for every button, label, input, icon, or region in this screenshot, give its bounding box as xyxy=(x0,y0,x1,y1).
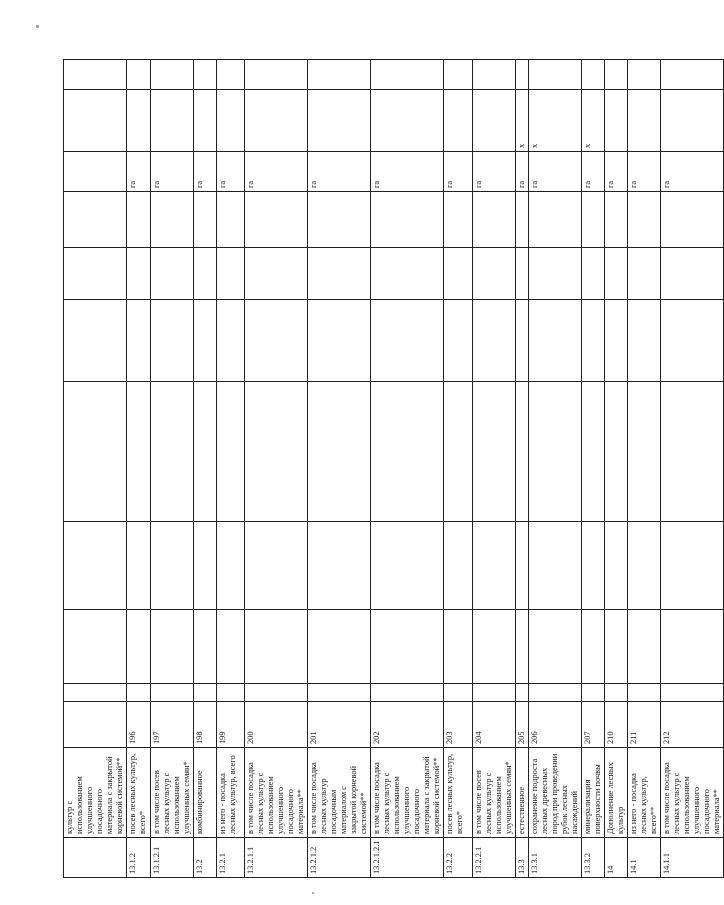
row-mark: x xyxy=(582,90,605,152)
row-unit: га xyxy=(217,152,245,192)
row-unit: га xyxy=(529,152,582,192)
empty-cell xyxy=(473,522,516,610)
empty-cell xyxy=(444,192,473,248)
row-code: 13.2.2.1 xyxy=(473,838,516,878)
empty-cell xyxy=(151,522,194,610)
empty-cell xyxy=(628,382,661,522)
table-row xyxy=(127,60,151,878)
empty-cell xyxy=(444,610,473,684)
empty-cell xyxy=(661,192,724,248)
empty-cell xyxy=(661,60,724,90)
row-code: 14.1.1 xyxy=(661,838,724,878)
empty-cell xyxy=(371,192,444,248)
empty-cell xyxy=(529,60,582,90)
empty-cell xyxy=(245,684,308,702)
row-unit xyxy=(64,152,127,192)
empty-cell xyxy=(308,610,371,684)
empty-cell xyxy=(194,300,217,382)
empty-cell xyxy=(308,300,371,382)
empty-cell xyxy=(473,192,516,248)
row-name: в том числе посадка лесных культур с использованием улучшенного посадочного материала** xyxy=(245,748,308,838)
empty-cell xyxy=(529,610,582,684)
empty-cell xyxy=(245,248,308,300)
empty-cell xyxy=(605,610,628,684)
row-mark: x xyxy=(529,90,582,152)
empty-cell xyxy=(605,382,628,522)
empty-cell xyxy=(64,522,127,610)
empty-cell xyxy=(516,610,529,684)
empty-cell xyxy=(127,382,151,522)
row-number: 198 xyxy=(194,702,217,748)
row-number: 196 xyxy=(127,702,151,748)
row-name: посев лесных культур, всего* xyxy=(444,748,473,838)
empty-cell xyxy=(245,300,308,382)
empty-cell xyxy=(217,60,245,90)
empty-cell xyxy=(194,248,217,300)
row-code: 13.1.2 xyxy=(127,838,151,878)
empty-cell xyxy=(628,684,661,702)
row-number: 197 xyxy=(151,702,194,748)
row-number: 210 xyxy=(605,702,628,748)
row-mark xyxy=(444,90,473,152)
row-code: 13.2.1.1 xyxy=(245,838,308,878)
empty-cell xyxy=(516,248,529,300)
empty-cell xyxy=(245,610,308,684)
empty-cell xyxy=(661,610,724,684)
row-code: 13.3.2 xyxy=(582,838,605,878)
empty-cell xyxy=(151,610,194,684)
row-code: 13.3 xyxy=(516,838,529,878)
row-mark xyxy=(661,90,724,152)
empty-cell xyxy=(529,382,582,522)
row-mark xyxy=(151,90,194,152)
empty-cell xyxy=(582,610,605,684)
empty-cell xyxy=(308,382,371,522)
row-mark xyxy=(473,90,516,152)
row-name: из него - посадка лесных культур, всего** xyxy=(628,748,661,838)
row-mark: x xyxy=(516,90,529,152)
table-row xyxy=(628,60,661,878)
empty-cell xyxy=(628,192,661,248)
table-row xyxy=(194,60,217,878)
empty-cell xyxy=(582,192,605,248)
row-number: 204 xyxy=(473,702,516,748)
row-mark xyxy=(64,90,127,152)
row-number: 206 xyxy=(529,702,582,748)
row-mark xyxy=(217,90,245,152)
empty-cell xyxy=(194,192,217,248)
empty-cell xyxy=(127,684,151,702)
table-row xyxy=(582,60,605,878)
row-name: в том числе посадка лесных культур посадочным материалом с закрытой корневой системой** xyxy=(308,748,371,838)
empty-cell xyxy=(194,610,217,684)
empty-cell xyxy=(194,522,217,610)
empty-cell xyxy=(628,300,661,382)
empty-cell xyxy=(516,192,529,248)
empty-cell xyxy=(444,684,473,702)
empty-cell xyxy=(582,60,605,90)
row-unit: га xyxy=(308,152,371,192)
empty-cell xyxy=(444,522,473,610)
empty-cell xyxy=(371,522,444,610)
empty-cell xyxy=(605,522,628,610)
row-unit: га xyxy=(245,152,308,192)
row-number: 207 xyxy=(582,702,605,748)
empty-cell xyxy=(582,382,605,522)
row-mark xyxy=(245,90,308,152)
empty-cell xyxy=(151,684,194,702)
row-code: 13.2.1 xyxy=(217,838,245,878)
empty-cell xyxy=(582,300,605,382)
empty-cell xyxy=(516,684,529,702)
row-unit: га xyxy=(151,152,194,192)
empty-cell xyxy=(444,382,473,522)
row-mark xyxy=(371,90,444,152)
empty-cell xyxy=(217,248,245,300)
empty-cell xyxy=(127,300,151,382)
empty-cell xyxy=(217,382,245,522)
row-name: Дополнение лесных культур xyxy=(605,748,628,838)
empty-cell xyxy=(64,192,127,248)
empty-cell xyxy=(371,60,444,90)
row-mark xyxy=(194,90,217,152)
empty-cell xyxy=(529,522,582,610)
table-row xyxy=(308,60,371,878)
empty-cell xyxy=(628,60,661,90)
empty-cell xyxy=(661,248,724,300)
empty-cell xyxy=(64,60,127,90)
empty-cell xyxy=(127,248,151,300)
row-code: 13.2 xyxy=(194,838,217,878)
empty-cell xyxy=(308,522,371,610)
empty-cell xyxy=(628,610,661,684)
row-mark xyxy=(605,90,628,152)
row-number: 205 xyxy=(516,702,529,748)
row-number: 199 xyxy=(217,702,245,748)
empty-cell xyxy=(151,300,194,382)
row-name: в том числе посадка лесных культур с использованием улучшенного посадочного материала с закрытой корневой системой** xyxy=(371,748,444,838)
empty-cell xyxy=(371,382,444,522)
row-unit: га xyxy=(473,152,516,192)
empty-cell xyxy=(217,192,245,248)
empty-cell xyxy=(661,522,724,610)
empty-cell xyxy=(151,382,194,522)
row-unit: га xyxy=(605,152,628,192)
empty-cell xyxy=(217,610,245,684)
row-code: 14 xyxy=(605,838,628,878)
empty-cell xyxy=(308,248,371,300)
empty-cell xyxy=(127,522,151,610)
empty-cell xyxy=(628,522,661,610)
empty-cell xyxy=(582,684,605,702)
row-unit: га xyxy=(194,152,217,192)
scan-speck xyxy=(36,25,39,28)
empty-cell xyxy=(64,248,127,300)
empty-cell xyxy=(151,192,194,248)
empty-cell xyxy=(245,192,308,248)
row-name: в том числе посадка лесных культур с использованием улучшенного посадочного материала** xyxy=(661,748,724,838)
empty-cell xyxy=(529,684,582,702)
empty-cell xyxy=(308,60,371,90)
empty-cell xyxy=(444,60,473,90)
empty-cell xyxy=(605,192,628,248)
empty-cell xyxy=(582,522,605,610)
empty-cell xyxy=(473,382,516,522)
row-unit: га xyxy=(127,152,151,192)
table-row xyxy=(64,60,127,878)
row-name: сохранение подроста лесных древесных пород при проведении рубок лесных насаждений xyxy=(529,748,582,838)
row-code xyxy=(64,838,127,878)
empty-cell xyxy=(217,684,245,702)
table-row xyxy=(151,60,194,878)
row-name: культур с использованием улучшенного посадочного материала с закрытой корневой системой** xyxy=(64,748,127,838)
empty-cell xyxy=(582,248,605,300)
row-mark xyxy=(127,90,151,152)
empty-cell xyxy=(444,300,473,382)
table-row xyxy=(516,60,529,878)
empty-cell xyxy=(371,248,444,300)
empty-cell xyxy=(473,60,516,90)
row-code: 13.1.2.1 xyxy=(151,838,194,878)
row-code: 13.2.1.2 xyxy=(308,838,371,878)
row-code: 13.2.1.2.1 xyxy=(371,838,444,878)
table-row xyxy=(529,60,582,878)
empty-cell xyxy=(529,300,582,382)
empty-cell xyxy=(444,248,473,300)
empty-cell xyxy=(64,610,127,684)
empty-cell xyxy=(245,60,308,90)
scan-speck xyxy=(312,892,314,894)
row-name: естественное xyxy=(516,748,529,838)
table-row xyxy=(605,60,628,878)
empty-cell xyxy=(516,382,529,522)
empty-cell xyxy=(127,192,151,248)
empty-cell xyxy=(194,684,217,702)
row-code: 13.3.1 xyxy=(529,838,582,878)
table-row xyxy=(245,60,308,878)
empty-cell xyxy=(217,300,245,382)
empty-cell xyxy=(516,300,529,382)
empty-cell xyxy=(605,60,628,90)
table-row xyxy=(217,60,245,878)
empty-cell xyxy=(473,300,516,382)
empty-cell xyxy=(194,60,217,90)
empty-cell xyxy=(661,382,724,522)
table-row xyxy=(473,60,516,878)
row-number: 200 xyxy=(245,702,308,748)
row-name: в том числе посев лесных культур с использованием улучшенных семян* xyxy=(473,748,516,838)
empty-cell xyxy=(194,382,217,522)
empty-cell xyxy=(151,248,194,300)
row-name: в том числе посев лесных культур с использованием улучшенных семян* xyxy=(151,748,194,838)
empty-cell xyxy=(371,300,444,382)
empty-cell xyxy=(628,248,661,300)
empty-cell xyxy=(127,610,151,684)
row-name: из него - посадка лесных культур, всего xyxy=(217,748,245,838)
empty-cell xyxy=(64,684,127,702)
empty-cell xyxy=(151,60,194,90)
row-number xyxy=(64,702,127,748)
row-unit: га xyxy=(628,152,661,192)
row-number: 212 xyxy=(661,702,724,748)
row-unit: га xyxy=(371,152,444,192)
empty-cell xyxy=(371,684,444,702)
row-code: 13.2.2 xyxy=(444,838,473,878)
empty-cell xyxy=(661,684,724,702)
table-row xyxy=(661,60,724,878)
empty-cell xyxy=(127,60,151,90)
empty-cell xyxy=(473,684,516,702)
empty-cell xyxy=(605,300,628,382)
table-row xyxy=(371,60,444,878)
row-mark xyxy=(308,90,371,152)
row-number: 202 xyxy=(371,702,444,748)
empty-cell xyxy=(661,300,724,382)
row-number: 201 xyxy=(308,702,371,748)
empty-cell xyxy=(217,522,245,610)
empty-cell xyxy=(473,610,516,684)
row-code: 14.1 xyxy=(628,838,661,878)
empty-cell xyxy=(64,300,127,382)
empty-cell xyxy=(605,248,628,300)
empty-cell xyxy=(308,192,371,248)
empty-cell xyxy=(371,610,444,684)
row-name: минерализация поверхности почвы xyxy=(582,748,605,838)
empty-cell xyxy=(245,522,308,610)
row-mark xyxy=(628,90,661,152)
row-number: 211 xyxy=(628,702,661,748)
empty-cell xyxy=(245,382,308,522)
row-name: комбинированное xyxy=(194,748,217,838)
empty-cell xyxy=(529,248,582,300)
empty-cell xyxy=(516,60,529,90)
empty-cell xyxy=(516,522,529,610)
row-number: 203 xyxy=(444,702,473,748)
empty-cell xyxy=(529,192,582,248)
rotated-table-wrapper xyxy=(63,60,721,878)
empty-cell xyxy=(308,684,371,702)
row-unit: га xyxy=(516,152,529,192)
forest-report-table xyxy=(63,59,724,878)
empty-cell xyxy=(605,684,628,702)
table-row xyxy=(444,60,473,878)
empty-cell xyxy=(64,382,127,522)
row-unit: га xyxy=(661,152,724,192)
row-unit: га xyxy=(582,152,605,192)
empty-cell xyxy=(473,248,516,300)
row-name: посев лесных культур, всего* xyxy=(127,748,151,838)
row-unit: га xyxy=(444,152,473,192)
